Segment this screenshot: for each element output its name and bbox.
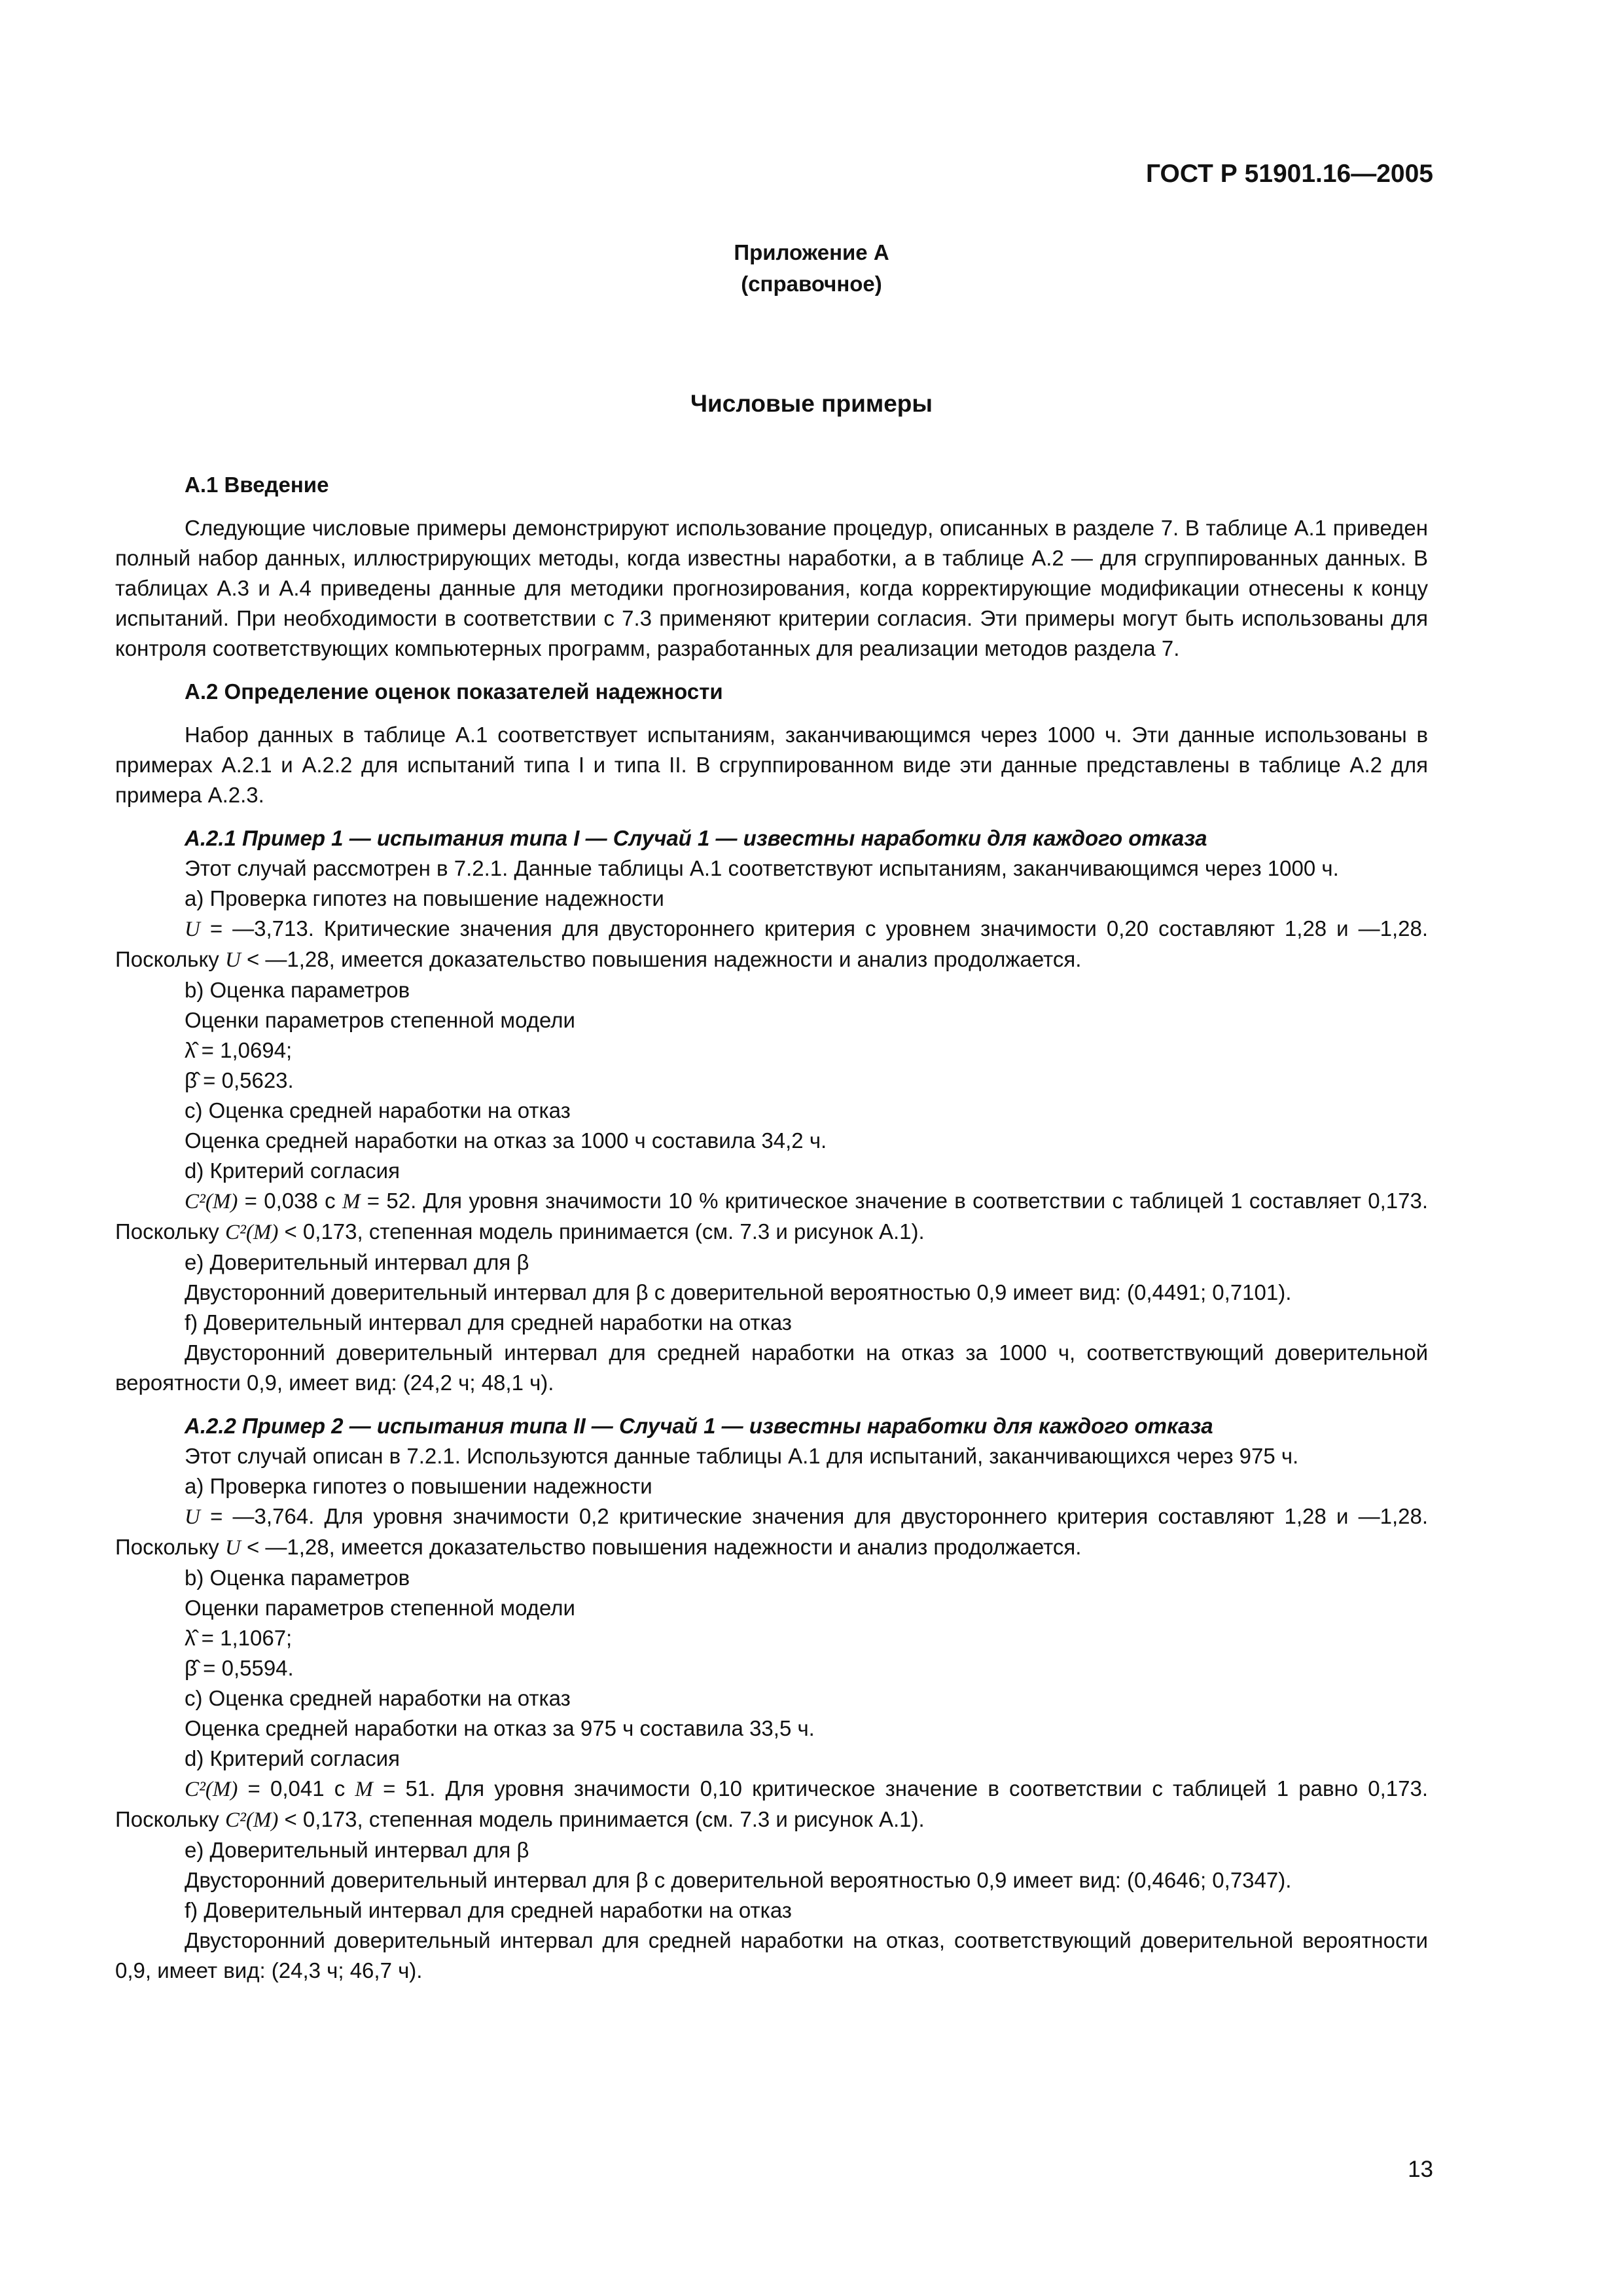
- text-a21-d-2: = 52. Для уровня значимости 10 % критическое значение в соответствии с таблицей 1 составляет 0,173. Поскольку: [115, 1189, 1428, 1244]
- item-a21-d-text: [115, 1186, 1428, 1247]
- item-a21-c-title: с) Оценка средней наработки на отказ: [185, 1098, 571, 1122]
- text-a21-a-2: < —1,28, имеется доказательство повышения надежности и анализ продолжается.: [240, 947, 1082, 971]
- item-a22-c-text: Оценка средней наработки на отказ за 975 ч составила 33,5 ч.: [185, 1716, 815, 1740]
- item-a22-e-title: е) Доверительный интервал для β: [185, 1838, 529, 1862]
- item-a21-f-text: Двусторонний доверительный интервал для средней наработки на отказ за 1000 ч, соответствующий доверительной вероятности 0,9, имеет вид: (24,2 ч; 48,1 ч).: [115, 1340, 1428, 1395]
- annex-title: Числовые примеры: [690, 390, 933, 417]
- document-code: ГОСТ Р 51901.16—2005: [1145, 160, 1433, 188]
- page-number: 13: [1408, 2157, 1433, 2182]
- item-a22-d-title: d) Критерий согласия: [185, 1746, 400, 1770]
- item-a22-f-text: Двусторонний доверительный интервал для средней наработки на отказ, соответствующий доверительной вероятности 0,9, имеет вид: (24,3 ч; 46,7 ч).: [115, 1928, 1428, 1982]
- item-a21-b-beta: β̂ = 0,5623.: [185, 1068, 294, 1092]
- symbol-c2m-3: C²(M): [185, 1778, 238, 1801]
- section-heading-a21: А.2.1 Пример 1 — испытания типа I — Случай 1 — известны наработки для каждого отказа: [185, 826, 1207, 850]
- item-a21-b-title: b) Оценка параметров: [185, 978, 410, 1002]
- text-a22-d-1: = 0,041 с: [238, 1776, 355, 1801]
- item-a21-d-title: d) Критерий согласия: [185, 1158, 400, 1183]
- section-heading-a2: А.2 Определение оценок показателей надежности: [185, 679, 723, 704]
- item-a21-e-text: Двусторонний доверительный интервал для β с доверительной вероятностью 0,9 имеет вид: (0,4491; 0,7101).: [185, 1280, 1292, 1304]
- item-a21-a-title: а) Проверка гипотез на повышение надежности: [185, 886, 664, 910]
- text-a22-a-2: < —1,28, имеется доказательство повышения надежности и анализ продолжается.: [240, 1535, 1082, 1559]
- symbol-m: M: [342, 1190, 361, 1213]
- symbol-c2m: C²(M): [185, 1190, 238, 1213]
- symbol-u-2: U: [224, 948, 241, 972]
- text-a22-d-3: < 0,173, степенная модель принимается (см. 7.3 и рисунок А.1).: [278, 1807, 925, 1831]
- text-a22-a-1: = —3,764. Для уровня значимости 0,2 критические значения для двустороннего критерия составляют 1,28 и —1,28. Поскольку: [115, 1504, 1428, 1559]
- item-a21-e-title: е) Доверительный интервал для β: [185, 1250, 529, 1274]
- paragraph-a22-intro: Этот случай описан в 7.2.1. Используются данные таблицы А.1 для испытаний, заканчивающихся через 975 ч.: [185, 1444, 1299, 1468]
- text-a21-d-1: = 0,038 с: [238, 1189, 342, 1213]
- symbol-u-3: U: [185, 1505, 200, 1529]
- text-a21-d-3: < 0,173, степенная модель принимается (см. 7.3 и рисунок А.1).: [278, 1219, 925, 1244]
- section-heading-a22: А.2.2 Пример 2 — испытания типа II — Случай 1 — известны наработки для каждого отказа: [185, 1414, 1213, 1438]
- document-body: [115, 470, 1428, 1986]
- symbol-m-2: M: [355, 1778, 373, 1801]
- symbol-c2m-4: C²(M): [224, 1808, 279, 1832]
- item-a22-a-title: а) Проверка гипотез о повышении надежности: [185, 1474, 652, 1498]
- item-a22-b-lambda: λ̂ = 1,1067;: [185, 1626, 293, 1650]
- item-a22-b-title: b) Оценка параметров: [185, 1566, 410, 1590]
- symbol-u-4: U: [224, 1536, 241, 1560]
- item-a21-b-lambda: λ̂ = 1,0694;: [185, 1038, 293, 1062]
- symbol-c2m-2: C²(M): [224, 1221, 279, 1244]
- item-a21-f-title: f) Доверительный интервал для средней наработки на отказ: [185, 1310, 792, 1335]
- item-a22-b-beta: β̂ = 0,5594.: [185, 1656, 294, 1680]
- text-a21-a-1: = —3,713. Критические значения для двустороннего критерия с уровнем значимости 0,20 составляют 1,28 и —1,28. Поскольку: [115, 916, 1428, 971]
- paragraph-a1: Следующие числовые примеры демонстрируют использование процедур, описанных в разделе 7. В таблице А.1 приведен полный набор данных, иллюстрирующих методы, когда известны наработки, а в таблице А.2 — для сгруппированных данных. В таблицах А.3 и А.4 приведены данные для методики прогнозирования, когда корректирующие модификации отнесены к концу испытаний. При необходимости в соответствии с 7.3 применяют критерии согласия. Эти примеры могут быть использованы для контроля соответствующих компьютерных программ, разработанных для реализации методов раздела 7.: [115, 516, 1428, 660]
- paragraph-a21-intro: Этот случай рассмотрен в 7.2.1. Данные таблицы А.1 соответствуют испытаниям, заканчивающимся через 1000 ч.: [185, 856, 1339, 880]
- paragraph-a2: Набор данных в таблице А.1 соответствует испытаниям, заканчивающимся через 1000 ч. Эти данные использованы в примерах А.2.1 и А.2.2 для испытаний типа I и типа II. В сгруппированном виде эти данные представлены в таблице А.2 для примера А.2.3.: [115, 723, 1428, 807]
- item-a22-e-text: Двусторонний доверительный интервал для β с доверительной вероятностью 0,9 имеет вид: (0,4646; 0,7347).: [185, 1868, 1292, 1892]
- section-heading-a1: А.1 Введение: [185, 473, 329, 497]
- item-a21-c-text: Оценка средней наработки на отказ за 1000 ч составила 34,2 ч.: [185, 1128, 827, 1153]
- annex-heading: [0, 237, 1623, 300]
- item-a22-c-title: с) Оценка средней наработки на отказ: [185, 1686, 571, 1710]
- item-a22-a-text: [115, 1501, 1428, 1563]
- symbol-u: U: [185, 918, 200, 941]
- text-a22-d-2: = 51. Для уровня значимости 0,10 критическое значение в соответствии с таблицей 1 равно 0,173. Поскольку: [115, 1776, 1428, 1831]
- annex-status: (справочное): [741, 272, 882, 296]
- item-a22-b-sub: Оценки параметров степенной модели: [185, 1596, 575, 1620]
- item-a21-a-text: [115, 914, 1428, 975]
- item-a21-b-sub: Оценки параметров степенной модели: [185, 1008, 575, 1032]
- item-a22-f-title: f) Доверительный интервал для средней наработки на отказ: [185, 1898, 792, 1922]
- annex-label: Приложение А: [734, 240, 889, 264]
- item-a22-d-text: [115, 1774, 1428, 1835]
